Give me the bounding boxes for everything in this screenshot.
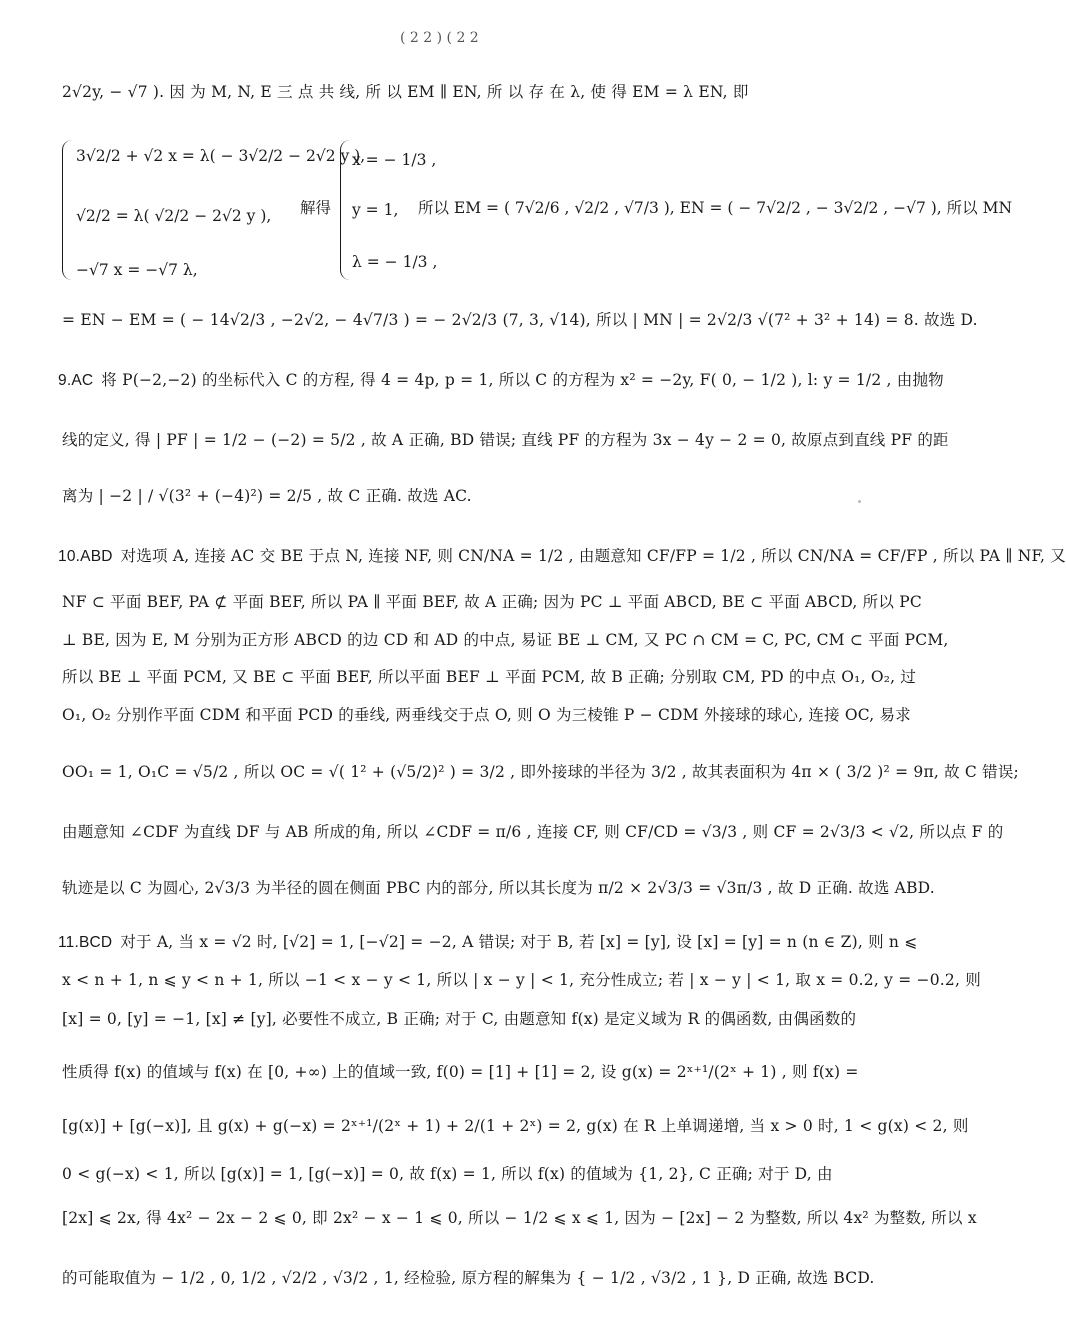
q11-line-7: [2x] ⩽ 2x, 得 4x² − 2x − 2 ⩽ 0, 即 2x² − x − 1 ⩽ 0, 所以 − 1/2 ⩽ x ⩽ 1, 因为 − [2x] − 2 为整数, 所以 4x² 为整数, 所以 x <box>62 1209 977 1227</box>
system1-row3: −√7 x = −√7 λ, <box>76 261 198 279</box>
system2-row1: x = − 1/3 , <box>352 151 437 169</box>
q9-line-2: 线的定义, 得 | PF | = 1/2 − (−2) = 5/2 , 故 A 正确, BD 错误; 直线 PF 的方程为 3x − 4y − 2 = 0, 故原点到直线 PF 的距 <box>62 431 949 449</box>
system2-row3: λ = − 1/3 , <box>352 253 438 271</box>
q10-line-1 <box>58 544 1066 569</box>
q11-line-4: 性质得 f(x) 的值域与 f(x) 在 [0, +∞) 上的值域一致, f(0) = [1] + [1] = 2, 设 g(x) = 2ˣ⁺¹/(2ˣ + 1) , 则 f(x) = <box>62 1063 859 1081</box>
p8-line-last: = EN − EM = ( − 14√2/3 , −2√2, − 4√7/3 ) = − 2√2/3 (7, 3, √14), 所以 | MN | = 2√2/3 √(7² + 3² + 14) = 8. 故选 D. <box>62 311 978 329</box>
left-brace-1 <box>62 140 73 280</box>
q9-answer: AC <box>71 372 94 389</box>
system2-row2: y = 1, <box>352 201 399 219</box>
q10-line-3: ⊥ BE, 因为 E, M 分别为正方形 ABCD 的边 CD 和 AD 的中点, 易证 BE ⊥ CM, 又 PC ∩ CM = C, PC, CM ⊂ 平面 PCM, <box>62 631 949 649</box>
q10-line-7: 由题意知 ∠CDF 为直线 DF 与 AB 所成的角, 所以 ∠CDF = π/6 , 连接 CF, 则 CF/CD = √3/3 , 则 CF = 2√3/3 < √2, 所以点 F 的 <box>62 823 1004 841</box>
q9-number: 9. <box>58 372 72 389</box>
q10-number: 10. <box>58 548 81 565</box>
q11-number: 11. <box>58 934 79 951</box>
q10-line-4: 所以 BE ⊥ 平面 PCM, 又 BE ⊂ 平面 BEF, 所以平面 BEF ⊥ 平面 PCM, 故 B 正确; 分别取 CM, PD 的中点 O₁, O₂, 过 <box>62 668 917 686</box>
q10-answer: ABD <box>80 548 113 565</box>
q10-text-1: 对选项 A, 连接 AC 交 BE 于点 N, 连接 NF, 则 CN/NA = 1/2 , 由题意知 CF/FP = 1/2 , 所以 CN/NA = CF/FP , 所以 PA ∥ NF, 又 <box>120 547 1066 565</box>
cut-off-top-line: ( 2 2 ) ( 2 2 <box>400 30 479 46</box>
q10-line-6: OO₁ = 1, O₁C = √5/2 , 所以 OC = √( 1² + (√5/2)² ) = 3/2 , 即外接球的半径为 3/2 , 故其表面积为 4π × ( 3/2 )² = 9π, 故 C 错误; <box>62 763 1019 781</box>
q11-line-3: [x] = 0, [y] = −1, [x] ≠ [y], 必要性不成立, B 正确; 对于 C, 由题意知 f(x) 是定义域为 R 的偶函数, 由偶函数的 <box>62 1010 857 1028</box>
q11-line-1 <box>58 930 918 955</box>
q9-text-1: 将 P(−2,−2) 的坐标代入 C 的方程, 得 4 = 4p, p = 1, 所以 C 的方程为 x² = −2y, F( 0, − 1/2 ), l: y = 1/2 , 由抛物 <box>101 371 944 389</box>
q9-line-3: 离为 | −2 | / √(3² + (−4)²) = 2/5 , 故 C 正确. 故选 AC. <box>62 487 472 505</box>
p8-line-1: 2√2y, − √7 ). 因 为 M, N, E 三 点 共 线, 所 以 EM ∥ EN, 所 以 存 在 λ, 使 得 EM = λ EN, 即 <box>62 83 749 101</box>
q11-line-5: [g(x)] + [g(−x)], 且 g(x) + g(−x) = 2ˣ⁺¹/(2ˣ + 1) + 2/(1 + 2ˣ) = 2, g(x) 在 R 上单调递增, 当 x > 0 时, 1 < g(x) < 2, 则 <box>62 1117 969 1135</box>
q10-line-2: NF ⊂ 平面 BEF, PA ⊄ 平面 BEF, 所以 PA ∥ 平面 BEF, 故 A 正确; 因为 PC ⊥ 平面 ABCD, BE ⊂ 平面 ABCD, 所以 PC <box>62 593 922 611</box>
q11-answer: BCD <box>79 934 113 951</box>
vectors-line: 所以 EM = ( 7√2/6 , √2/2 , √7/3 ), EN = ( − 7√2/2 , − 3√2/2 , −√7 ), 所以 MN <box>418 199 1013 217</box>
q9-line-1 <box>58 368 944 393</box>
solve-label: 解得 <box>300 199 332 217</box>
scan-speck <box>858 500 861 503</box>
q10-line-5: O₁, O₂ 分别作平面 CDM 和平面 PCD 的垂线, 两垂线交于点 O, 则 O 为三棱锥 P − CDM 外接球的球心, 连接 OC, 易求 <box>62 706 911 724</box>
left-brace-2 <box>340 140 351 280</box>
system1-row2: √2/2 = λ( √2/2 − 2√2 y ), <box>76 207 272 225</box>
q11-line-2: x < n + 1, n ⩽ y < n + 1, 所以 −1 < x − y < 1, 所以 | x − y | < 1, 充分性成立; 若 | x − y | < 1, 取 x = 0.2, y = −0.2, 则 <box>62 971 981 989</box>
q11-line-8: 的可能取值为 − 1/2 , 0, 1/2 , √2/2 , √3/2 , 1, 经检验, 原方程的解集为 { − 1/2 , √3/2 , 1 }, D 正确, 故选 BCD. <box>62 1269 875 1287</box>
q11-text-1: 对于 A, 当 x = √2 时, [√2] = 1, [−√2] = −2, A 错误; 对于 B, 若 [x] = [y], 设 [x] = [y] = n (n ∈ Z), 则 n ⩽ <box>120 933 918 951</box>
q11-line-6: 0 < g(−x) < 1, 所以 [g(x)] = 1, [g(−x)] = 0, 故 f(x) = 1, 所以 f(x) 的值域为 {1, 2}, C 正确; 对于 D, 由 <box>62 1165 833 1183</box>
system1-row1: 3√2/2 + √2 x = λ( − 3√2/2 − 2√2 y ), <box>76 147 366 165</box>
q10-line-8: 轨迹是以 C 为圆心, 2√3/3 为半径的圆在侧面 PBC 内的部分, 所以其长度为 π/2 × 2√3/3 = √3π/3 , 故 D 正确. 故选 ABD. <box>62 879 935 897</box>
